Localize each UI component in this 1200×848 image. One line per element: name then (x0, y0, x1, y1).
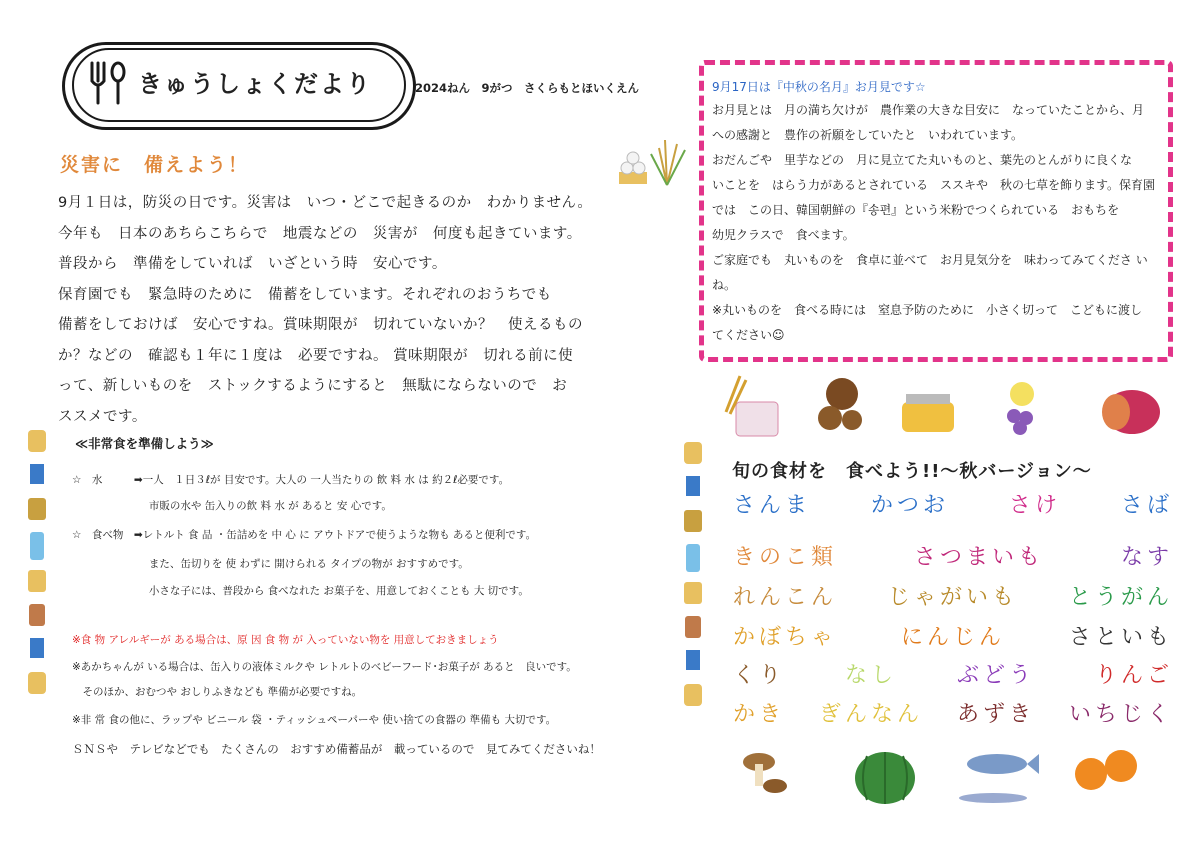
food-item: さといも (1068, 625, 1173, 650)
emergency-food-row: 小さな子には、普段から 食べなれた お菓子を、用意しておくことも 大 切です。 (72, 585, 529, 597)
moon-line: ね。 (712, 278, 737, 292)
disaster-line: 9月１日は，防災の日です。災害は いつ・どこで起きるのか わかりません。 (58, 195, 593, 211)
disaster-text (58, 188, 618, 432)
mushroom-icon (743, 753, 787, 793)
food-item: くり (733, 663, 786, 688)
moon-line: 幼児クラスで 食べます。 (712, 228, 855, 242)
moon-line: いことを はらう力があるとされている ススキや 秋の七草を飾ります。保育園 (712, 178, 1156, 192)
food-item: さば (1120, 493, 1173, 518)
emergency-food-row: ※非 常 食の他に、ラップや ビニール 袋 ・ティッシュペーパーや 使い捨ての食器の 準備も 大切です。 (72, 714, 557, 726)
food-item: なし (844, 663, 897, 688)
food-item: きのこ類 (733, 545, 838, 570)
disaster-line: 保育園でも 緊急時のために 備蓄をしています。それぞれのおうちでも (58, 286, 552, 303)
food-item: とうがん (1068, 585, 1173, 610)
emergency-food-row: ※あかちゃんが いる場合は、缶入りの液体ミルクや レトルトのベビーフード･お菓子が あると 良いです。 (72, 661, 577, 673)
food-item: さんま (733, 493, 812, 518)
moon-line: てください☺ (712, 328, 785, 342)
pumpkin-icon (855, 752, 915, 804)
disaster-line: 今年も 日本のあちらこちらで 地震などの 災害が 何度も起きています。 (58, 225, 582, 242)
food-item: あずき (956, 702, 1035, 727)
emergency-food-title: ≪非常食を準備しよう≫ (75, 436, 214, 451)
moon-line: おだんごや 里芋などの 月に見立てた丸いものと、葉先のとんがりに良くな (712, 153, 1133, 167)
seasonal-food-row (733, 540, 1173, 571)
chestnut-icon (818, 378, 862, 430)
food-item: にんじん (900, 625, 1005, 650)
sweet-potato-icon (1102, 390, 1160, 434)
seasonal-food-row (733, 620, 1173, 651)
emergency-goods-left-icon (22, 428, 52, 713)
moon-line: では この日、韓国朝鮮の『송편』という米粉でつくられている おもちを (712, 203, 1120, 217)
emergency-goods-right-icon (678, 440, 708, 725)
tsukimi-dango-icon (615, 130, 695, 195)
disaster-line: か？などの 確認も１年に１度は 必要ですね。 賞味期限が 切れる前に使 (58, 347, 574, 364)
food-item: りんご (1094, 663, 1173, 688)
food-item: かつお (870, 493, 949, 518)
seasonal-food-row (733, 580, 1173, 611)
grill-icon (902, 394, 954, 432)
rice-bag-icon (726, 376, 778, 436)
emergency-food-row: ☆ 食べ物 ➡レトルト 食 品 ・缶詰めを 中 心 に アウトドアで使うような物も あると便利です。 (72, 529, 537, 541)
moon-line: ご家庭でも 丸いものを 食卓に並べて お月見気分を 味わってみてくださ い (712, 253, 1148, 267)
emergency-food-row: 市販の水や 缶入りの飲 料 水 が あると 安 心です。 (72, 500, 392, 512)
disaster-line: 備蓄をしておけば 安心ですね。賞味期限が 切れていないか？ 使えるもの (58, 317, 583, 333)
seasonal-food-title: 旬の食材を 食べよう!!～秋バージョン～ (732, 461, 1092, 482)
food-item: れんこん (733, 585, 838, 610)
disaster-line: って、新しいものを ストックするようにすると 無駄にならないので お (58, 378, 568, 394)
seasonal-food-row (733, 658, 1173, 689)
moon-viewing-title: 9月17日は『中秋の名月』お月見です☆ (712, 80, 926, 94)
newsletter-title: きゅうしょくだより (138, 70, 372, 98)
food-item: なす (1120, 545, 1173, 570)
food-item: さけ (1008, 493, 1061, 518)
moon-viewing-text (712, 98, 1166, 348)
food-item: ぎんなん (818, 702, 923, 727)
food-item: かき (733, 702, 786, 727)
seasonal-food-row (733, 488, 1173, 519)
food-item: ぶどう (956, 663, 1035, 688)
disaster-heading: 災害に 備えよう！ (60, 154, 250, 176)
disaster-line: 普段から 準備をしていれば いざという時 安心です。 (58, 256, 447, 272)
disaster-line: ススメです。 (58, 408, 147, 425)
food-item: かぼちゃ (733, 625, 838, 650)
date-line: 2024ねん 9がつ さくらもとほいくえん (415, 81, 640, 95)
moon-line: への感謝と 豊作の祈願をしていたと いわれています。 (712, 128, 1024, 142)
moon-line: お月見とは 月の満ち欠けが 農作業の大きな目安に なっていたことから、月 (712, 103, 1145, 117)
autumn-food-illustrations (722, 372, 1182, 447)
allergy-note: ※食 物 アレルギーが ある場合は、原 因 食 物 が 入っていない物を 用意しておきましょう (72, 634, 499, 646)
pear-grape-icon (1007, 382, 1034, 435)
food-item: じゃがいも (887, 585, 1018, 610)
food-item: いちじく (1068, 702, 1173, 727)
emergency-food-row: ＳＮＳや テレビなどでも たくさんの おすすめ備蓄品が 載っているので 見てみてくださいね！ (72, 742, 601, 756)
autumn-food-illustrations-bottom (735, 742, 1175, 814)
food-item: さつまいも (913, 545, 1044, 570)
fish-icon (959, 754, 1039, 803)
emergency-food-row: そのほか、おむつや おしりふきなども 準備が必要ですね。 (72, 686, 363, 698)
moon-line: ※丸いものを 食べる時には 窒息予防のために 小さく切って こどもに渡し (712, 303, 1143, 317)
emergency-food-row: ☆ 水 ➡一人 １日３ℓが 目安です。大人の 一人当たりの 飲 料 水 は 約２ℓ必要です。 (72, 474, 510, 486)
persimmon-icon (1075, 750, 1137, 790)
emergency-food-row: また、缶切りを 使 わずに 開けられる タイプの物が おすすめです。 (72, 558, 469, 570)
fork-spoon-icon (82, 58, 132, 108)
seasonal-food-row (733, 697, 1173, 728)
